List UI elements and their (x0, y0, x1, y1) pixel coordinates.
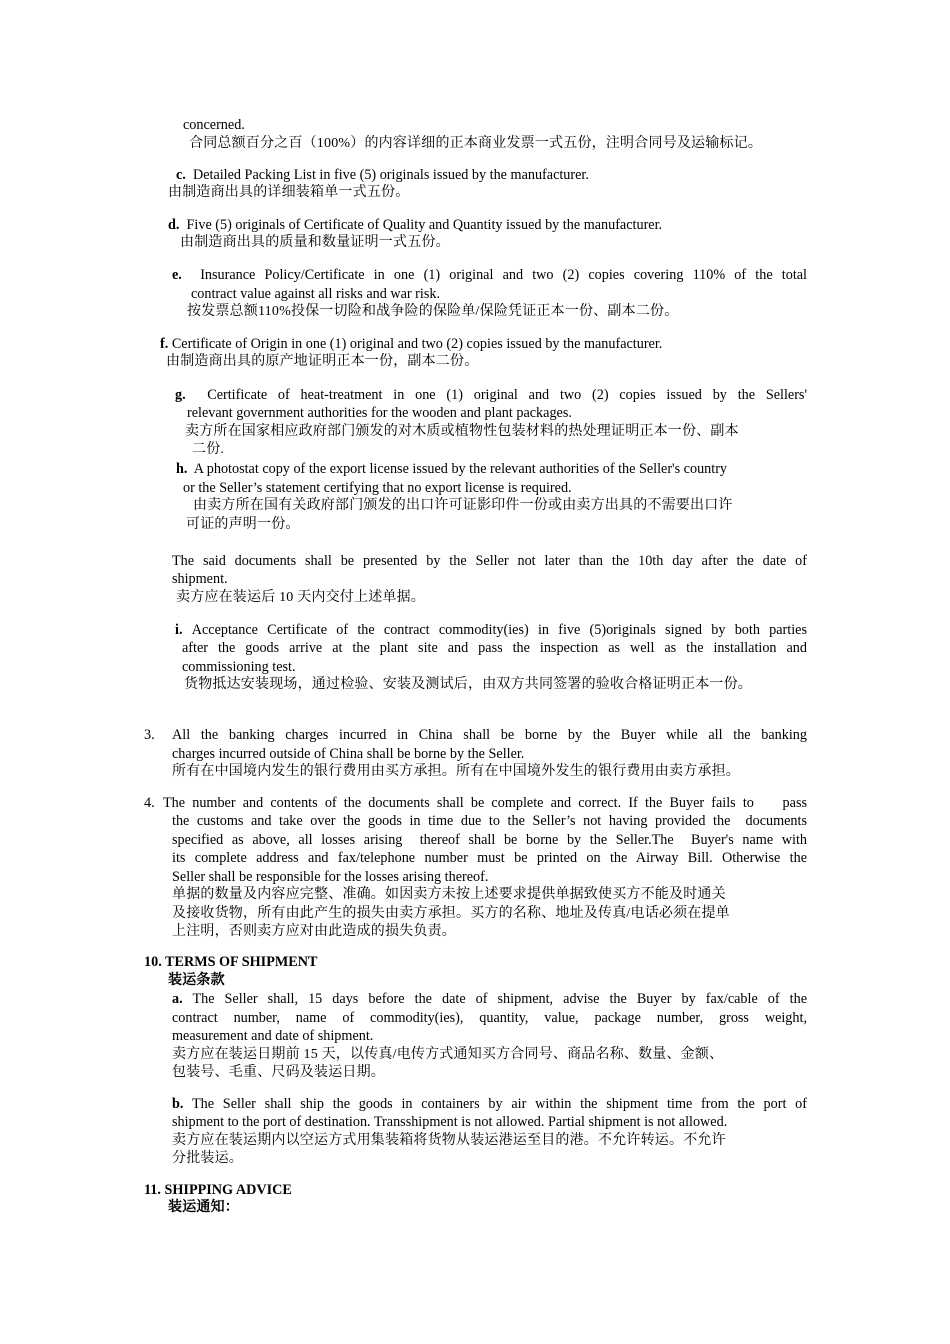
item-c-cn: 由制造商出具的详细装箱单一式五份。 (168, 185, 410, 200)
item4-en4: its complete address and fax/telephone number must be printed on the Airway Bill. Otherwise the (172, 850, 807, 866)
item-h-cn2: 可证的声明一份。 (186, 517, 300, 532)
s10-b-en2: shipment to the port of destination. Transshipment is not allowed. Partial shipment is not allowed. (172, 1114, 728, 1130)
item4-cn3: 上注明，否则卖方应对由此造成的损失负责。 (172, 924, 456, 939)
item-g-label: g. (175, 387, 186, 403)
item3-en1: All the banking charges incurred in China shall be borne by the Buyer while all the banking (172, 727, 807, 743)
item-d-label: d. (168, 217, 180, 233)
item-h-label: h. (176, 461, 188, 477)
item3-en2: charges incurred outside of China shall be borne by the Seller. (172, 746, 525, 762)
item-i-en3: commissioning test. (182, 659, 296, 675)
item-c-label: c. (176, 167, 186, 183)
item-e-label: e. (172, 267, 182, 283)
item4-en2: the customs and take over the goods in time due to the Seller’s not having provided the documents (172, 813, 807, 829)
item-g-cn2: 二份. (192, 442, 225, 457)
s10-a-cn2: 包装号、毛重、尺码及装运日期。 (172, 1065, 385, 1080)
section11-title: 11. SHIPPING ADVICE (144, 1182, 292, 1198)
item-i-en1: Acceptance Certificate of the contract commodity(ies) in five (5)originals signed by both parties (191, 622, 807, 638)
said-cn: 卖方应在装运后 10 天内交付上述单据。 (176, 590, 425, 605)
item3-cn: 所有在中国境内发生的银行费用由买方承担。所有在中国境外发生的银行费用由卖方承担。 (172, 764, 740, 779)
s10-a-en3: measurement and date of shipment. (172, 1028, 374, 1044)
item4-cn2: 及接收货物，所有由此产生的损失由卖方承担。买方的名称、地址及传真/电话必须在提单 (172, 906, 730, 921)
item-c (176, 166, 589, 184)
s10-b-cn2: 分批装运。 (172, 1151, 243, 1166)
item4-num: 4. (144, 795, 155, 811)
item-g-en1: Certificate of heat-treatment in one (1) original and two (2) copies issued by the Sellers' (207, 387, 808, 403)
item-h-en1: A photostat copy of the export license issued by the relevant authorities of the Seller's country (193, 461, 728, 477)
item-i (175, 621, 807, 639)
item-d (168, 216, 662, 234)
s10-b-en1: The Seller shall ship the goods in containers by air within the shipment time from the port of (191, 1096, 807, 1112)
item-f-label: f. (160, 336, 169, 352)
item-h (176, 460, 727, 478)
item-h-cn1: 由卖方所在国有关政府部门颁发的出口许可证影印件一份或由卖方出具的不需要出口许 (193, 498, 733, 513)
item-i-cn: 货物抵达安装现场，通过检验、安装及测试后，由双方共同签署的验收合格证明正本一份。 (184, 677, 752, 692)
said-en1: The said documents shall be presented by the Seller not later than the 10th day after the date of (172, 553, 807, 569)
s10-a-en1: The Seller shall, 15 days before the date of shipment, advise the Buyer by fax/cable of the (192, 991, 807, 1007)
s10-a-label: a. (172, 991, 183, 1007)
s10-a (172, 990, 807, 1008)
item4-en5: Seller shall be responsible for the losses arising thereof. (172, 869, 489, 885)
item4-en3: specified as above, all losses arising thereof shall be borne by the Seller.The Buyer's name with (172, 832, 807, 848)
s10-b-label: b. (172, 1096, 184, 1112)
item3-num: 3. (144, 727, 155, 743)
item4-en1: The number and contents of the documents shall be complete and correct. If the Buyer fails to pass (163, 795, 807, 811)
item-f-cn: 由制造商出具的原产地证明正本一份，副本二份。 (166, 354, 479, 369)
item-i-label: i. (175, 622, 183, 638)
item-f (160, 335, 662, 353)
item-e-en1: Insurance Policy/Certificate in one (1) original and two (2) copies covering 110% of the total (200, 267, 808, 283)
section10-title-cn: 装运条款 (168, 973, 225, 988)
item-g (175, 386, 807, 404)
s10-a-cn1: 卖方应在装运日期前 15 天，以传真/电传方式通知买方合同号、商品名称、数量、金额、 (172, 1047, 724, 1062)
section10-title: 10. TERMS OF SHIPMENT (144, 954, 318, 970)
item-i-en2: after the goods arrive at the plant site and pass the inspection as well as the installation and (182, 640, 807, 656)
s10-b-cn1: 卖方应在装运期内以空运方式用集装箱将货物从装运港运至目的港。不允许转运。不允许 (172, 1133, 726, 1148)
item-g-cn1: 卖方所在国家相应政府部门颁发的对木质或植物性包装材料的热处理证明正本一份、副本 (185, 424, 739, 439)
item-c-en: Detailed Packing List in five (5) originals issued by the manufacturer. (192, 167, 589, 183)
section11-title-cn: 装运通知： (168, 1200, 239, 1215)
invoice-cn: 合同总额百分之百（100%）的内容详细的正本商业发票一式五份，注明合同号及运输标记。 (189, 136, 763, 151)
said-en2: shipment. (172, 571, 228, 587)
item-h-en2: or the Seller’s statement certifying that no export license is required. (183, 480, 572, 496)
item-e (172, 266, 807, 284)
s10-b (172, 1095, 807, 1113)
item-d-en: Five (5) originals of Certificate of Quality and Quantity issued by the manufacturer. (186, 217, 663, 233)
item4-cn1: 单据的数量及内容应完整、准确。如因卖方未按上述要求提供单据致使买方不能及时通关 (172, 887, 726, 902)
item-g-en2: relevant government authorities for the wooden and plant packages. (187, 405, 572, 421)
s10-a-en2: contract number, name of commodity(ies), quantity, value, package number, gross weight, (172, 1010, 807, 1026)
item-e-cn: 按发票总额110%投保一切险和战争险的保险单/保险凭证正本一份、副本二份。 (187, 304, 679, 319)
item-f-en: Certificate of Origin in one (1) original and two (2) copies issued by the manufacturer. (171, 336, 663, 352)
item-e-en2: contract value against all risks and war risk. (191, 286, 440, 302)
text-concerned: concerned. (183, 117, 245, 133)
item-d-cn: 由制造商出具的质量和数量证明一式五份。 (180, 235, 450, 250)
